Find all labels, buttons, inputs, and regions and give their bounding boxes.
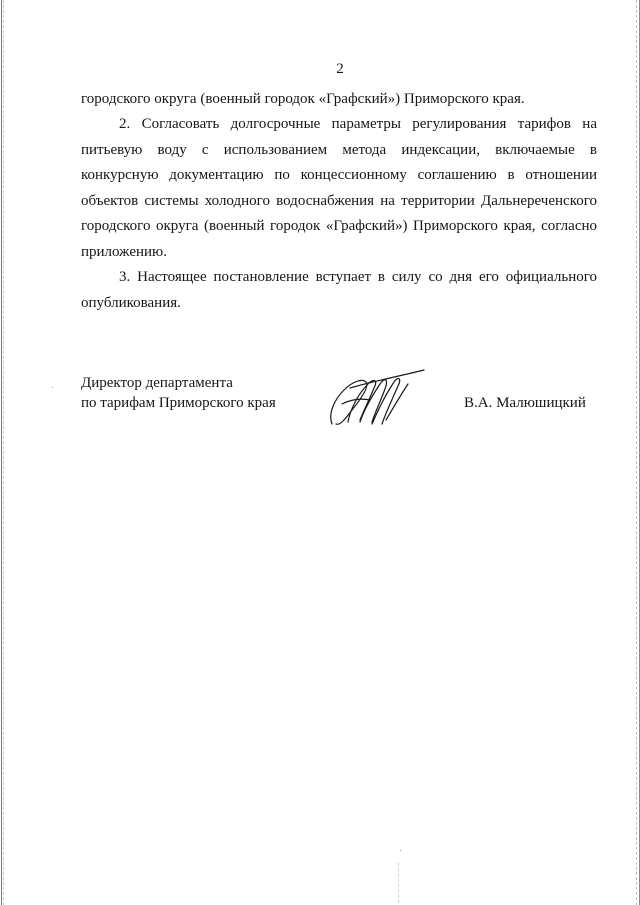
continued-paragraph: городского округа (военный городок «Графский») Приморского края. xyxy=(81,91,525,107)
signatory-position-line1: Директор департамента xyxy=(81,375,233,391)
paragraph-3: 3. Настоящее постановление вступает в силу со дня его официального опубликования. xyxy=(81,269,597,311)
scan-speck xyxy=(400,850,401,851)
page-number: 2 xyxy=(336,61,344,77)
signatory-name: В.А. Малюшицкий xyxy=(464,395,586,411)
scan-border-left xyxy=(1,0,4,905)
handwritten-signature xyxy=(320,364,430,430)
paragraph-2: 2. Согласовать долгосрочные параметры регулирования тарифов на питьевую воду с использованием метода индексации, включаемые в конкурсную документацию по концессионному соглашению в отношении объектов системы холодного водоснабжения на территории Дальнереченского городского округа (военный городок «Графский») Приморского края, согласно приложению. xyxy=(81,116,597,260)
scan-speck xyxy=(52,387,53,388)
scan-border-right xyxy=(636,0,640,905)
signatory-position-line2: по тарифам Приморского края xyxy=(81,395,276,411)
scan-artifact xyxy=(398,863,400,903)
signatory-position xyxy=(81,373,276,413)
